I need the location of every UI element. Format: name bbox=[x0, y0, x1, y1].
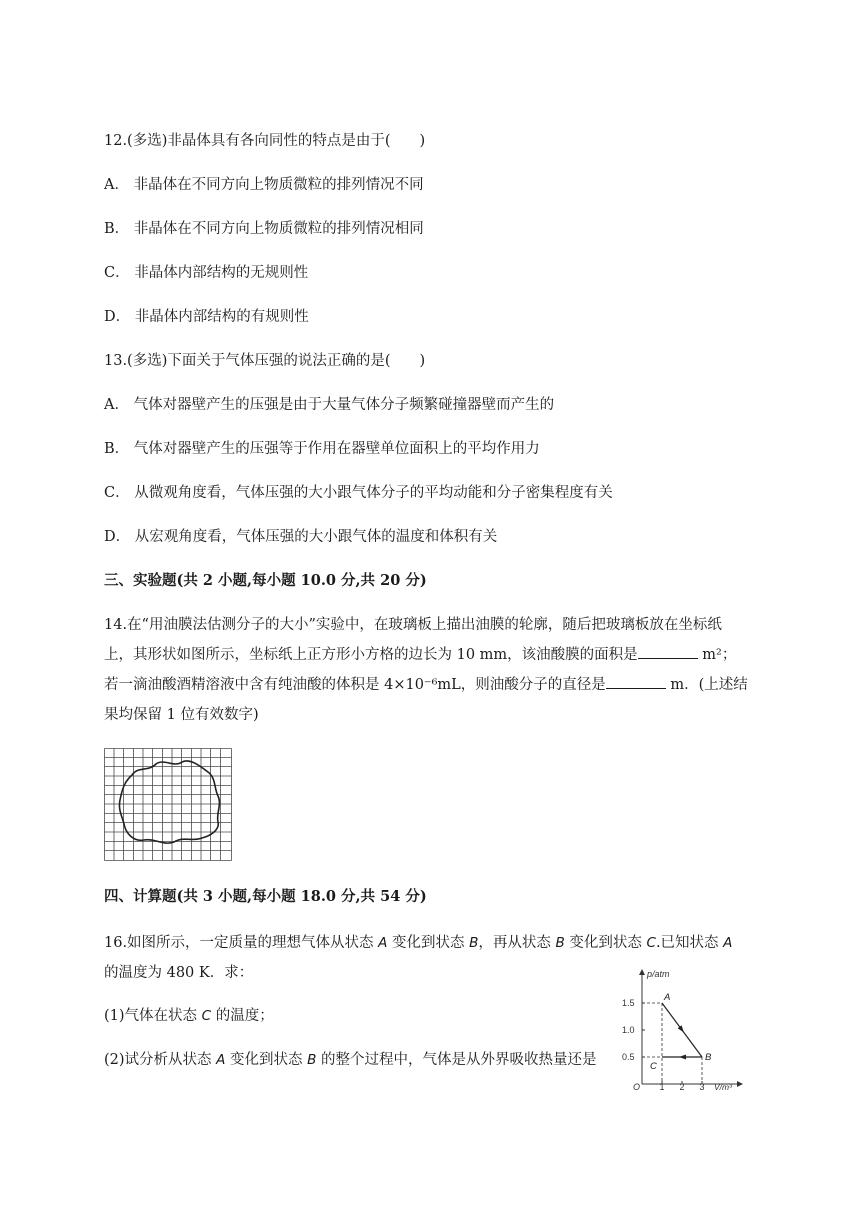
point-label-c: C bbox=[650, 1061, 657, 1072]
q14-line3-text: 若一滴油酸酒精溶液中含有纯油酸的体积是 4×10⁻⁶mL，则油酸分子的直径是 bbox=[104, 677, 606, 693]
q16-sub1 bbox=[104, 1006, 274, 1026]
q13-option-c: C． 从微观角度看，气体压强的大小跟气体分子的平均动能和分子密集程度有关 bbox=[104, 485, 613, 501]
origin-label: O bbox=[633, 1082, 641, 1092]
q16-l1-a: 16.如图所示，一定质量的理想气体从状态 bbox=[104, 935, 379, 951]
q16-sub2-var-a: A bbox=[216, 1052, 226, 1068]
q16-l1-e: .已知状态 bbox=[655, 935, 724, 951]
q14-line1: 14.在“用油膜法估测分子的大小”实验中，在玻璃板上描出油膜的轮廓，随后把玻璃板放在坐标纸 bbox=[104, 617, 722, 633]
q14-line3-unit: m．(上述结 bbox=[665, 677, 748, 693]
oil-film-outline bbox=[119, 761, 219, 843]
q16-sub2-b: 变化到状态 bbox=[225, 1052, 308, 1068]
q13-option-b: B． 气体对器壁产生的压强等于作用在器壁单位面积上的平均作用力 bbox=[104, 441, 540, 457]
q16-var-a2: A bbox=[723, 935, 733, 951]
y-tick-label: 1.0 bbox=[622, 1025, 635, 1035]
x-tick-label: 2 bbox=[679, 1082, 685, 1092]
point-label-b: B bbox=[705, 1052, 712, 1063]
q16-l1-b: 变化到状态 bbox=[387, 935, 470, 951]
q16-sub2-var-b: B bbox=[307, 1052, 317, 1068]
q16-var-b2: B bbox=[555, 935, 565, 951]
q16-var-b: B bbox=[469, 935, 479, 951]
pv-graph bbox=[618, 966, 748, 1092]
section4-heading: 四、计算题(共 3 小题,每小题 18.0 分,共 54 分) bbox=[104, 888, 427, 905]
q14-text bbox=[104, 610, 764, 730]
q16-sub2-a: (2)试分析从状态 bbox=[104, 1052, 217, 1068]
q16-line2: 的温度为 480 K．求： bbox=[104, 965, 254, 981]
q12-option-a: A． 非晶体在不同方向上物质微粒的排列情况不同 bbox=[104, 177, 424, 193]
section3-heading: 三、实验题(共 2 小题,每小题 10.0 分,共 20 分) bbox=[104, 572, 427, 589]
q13-option-a: A． 气体对器壁产生的压强是由于大量气体分子频繁碰撞器壁而产生的 bbox=[104, 397, 555, 413]
y-tick-label: 0.5 bbox=[622, 1052, 635, 1062]
y-tick-label: 1.5 bbox=[622, 998, 635, 1008]
q16-l1-d: 变化到状态 bbox=[564, 935, 647, 951]
arrow-b-to-c bbox=[679, 1055, 686, 1060]
q13-stem: 13.(多选)下面关于气体压强的说法正确的是( ) bbox=[104, 353, 426, 369]
x-tick-label: 1 bbox=[659, 1082, 665, 1092]
q16-l1-c: ，再从状态 bbox=[478, 935, 556, 951]
q14-line2-unit: m²； bbox=[697, 647, 737, 663]
q14-line4: 果均保留 1 位有效数字) bbox=[104, 707, 259, 723]
q14-line2-text: 上，其形状如图所示，坐标纸上正方形小方格的边长为 10 mm，该油酸膜的面积是 bbox=[104, 647, 638, 663]
q14-line3 bbox=[104, 670, 764, 700]
x-tick-label: 3 bbox=[699, 1082, 705, 1092]
q12-option-b: B． 非晶体在不同方向上物质微粒的排列情况相同 bbox=[104, 221, 424, 237]
q12-option-c: C． 非晶体内部结构的无规则性 bbox=[104, 265, 309, 281]
answer-blank-diameter bbox=[606, 674, 666, 689]
q12-stem: 12.(多选)非晶体具有各向同性的特点是由于( ) bbox=[104, 133, 426, 149]
q12-option-d: D． 非晶体内部结构的有规则性 bbox=[104, 309, 309, 325]
v-axis-label: V/m³ bbox=[714, 1082, 732, 1092]
q16-sub2-c: 的整个过程中，气体是从外界吸收热量还是 bbox=[316, 1052, 597, 1068]
q16-sub1-b: 的温度； bbox=[211, 1008, 274, 1024]
q13-option-d: D． 从宏观角度看，气体压强的大小跟气体的温度和体积有关 bbox=[104, 529, 498, 545]
q16-sub1-a: (1)气体在状态 bbox=[104, 1008, 202, 1024]
q16-sub1-var-c: C bbox=[201, 1008, 212, 1024]
q16-line1 bbox=[104, 928, 764, 958]
q16-var-c: C bbox=[646, 935, 656, 951]
p-axis-label: p/atm bbox=[647, 969, 670, 979]
q16-var-a: A bbox=[378, 935, 388, 951]
point-label-a: A bbox=[664, 992, 671, 1003]
q16-sub2 bbox=[104, 1050, 597, 1070]
oil-film-grid-figure bbox=[104, 748, 232, 861]
pv-chart-marks bbox=[622, 992, 712, 1092]
q14-line2 bbox=[104, 640, 764, 670]
answer-blank-area bbox=[638, 644, 698, 659]
